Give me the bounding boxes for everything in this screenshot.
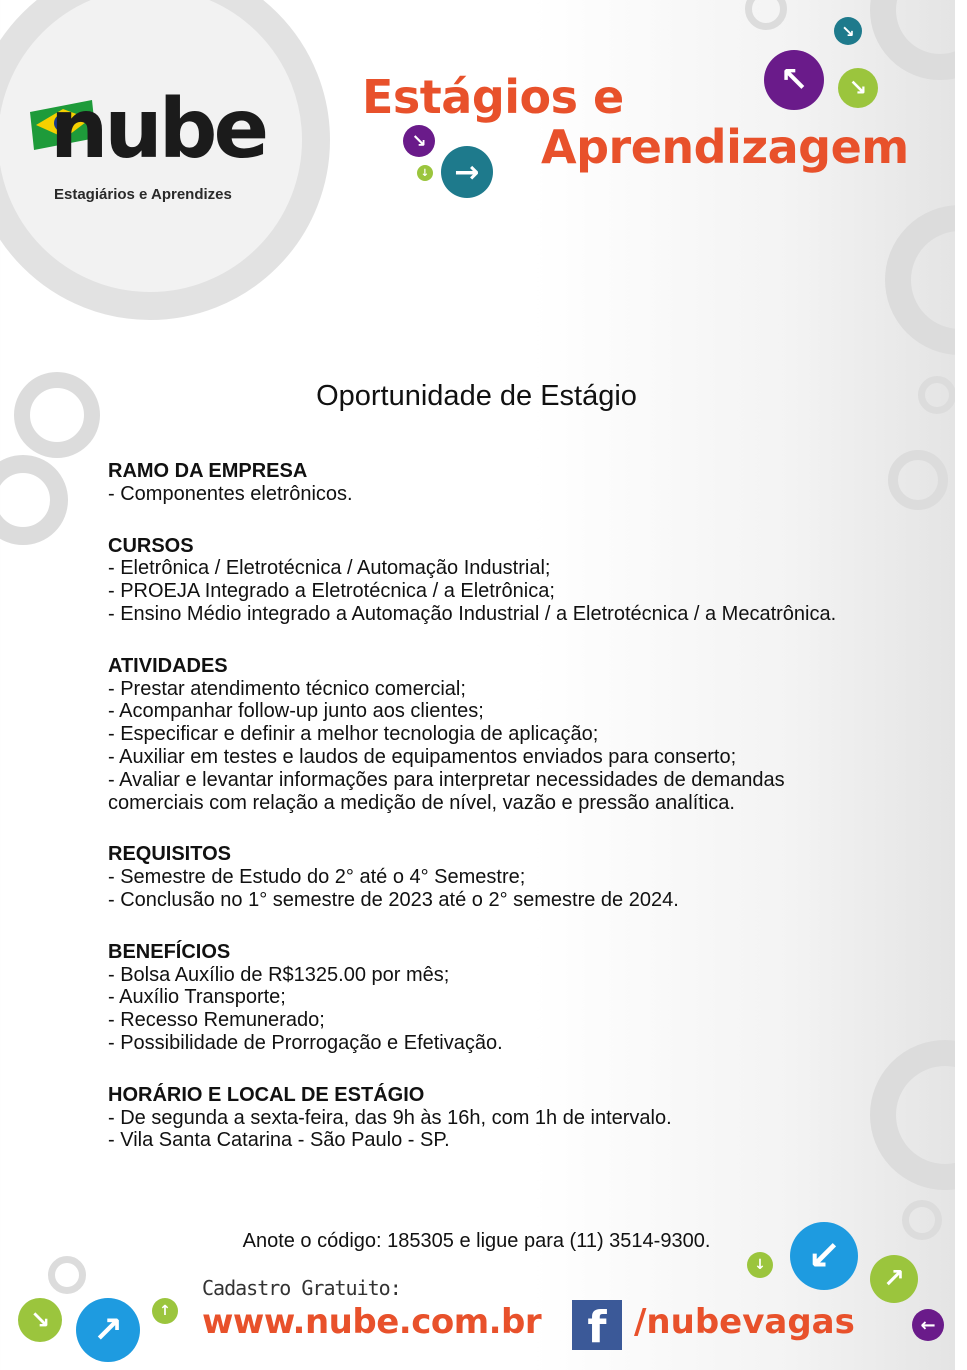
list-item: - Ensino Médio integrado a Automação Industrial / a Eletrotécnica / a Mecatrônica. [108, 602, 837, 625]
arrow-up-right-icon: ↗ [76, 1298, 140, 1362]
section-list [108, 866, 848, 912]
arrow-down-icon: ↓ [417, 165, 433, 181]
decor-ring [48, 1256, 86, 1294]
list-item: - Eletrônica / Eletrotécnica / Automação Industrial; [108, 557, 551, 580]
arrow-up-right-icon: ↗ [870, 1255, 918, 1303]
job-details [108, 460, 848, 1181]
list-item: - PROEJA Integrado a Eletrotécnica / a Eletrônica; [108, 580, 555, 603]
list-item: - De segunda a sexta-feira, das 9h às 16h, com 1h de intervalo. [108, 1106, 672, 1129]
page-title: Oportunidade de Estágio [316, 380, 637, 412]
headline-line-1: Estágios e [362, 70, 624, 124]
section-beneficios [108, 941, 848, 1055]
facebook-icon[interactable]: f [572, 1300, 622, 1350]
list-item: - Avaliar e levantar informações para interpretar necessidades de demandas comerciais com relação a medição de nível, vazão e pressão analítica. [108, 768, 785, 814]
section-heading: REQUISITOS [108, 843, 231, 866]
list-item: - Possibilidade de Prorrogação e Efetivação. [108, 1031, 503, 1054]
section-list [108, 483, 848, 506]
list-item: - Especificar e definir a melhor tecnologia de aplicação; [108, 723, 599, 746]
list-item: - Prestar atendimento técnico comercial; [108, 677, 466, 700]
decor-ring [870, 1040, 967, 1190]
cadastro-label: Cadastro Gratuito: [202, 1276, 401, 1300]
section-list [108, 678, 848, 815]
list-item: - Acompanhar follow-up junto aos clientes; [108, 700, 484, 723]
section-heading: ATIVIDADES [108, 654, 228, 677]
decor-ring [870, 0, 967, 80]
page-edge [955, 0, 967, 1370]
arrow-down-right-icon: ↘ [834, 17, 862, 45]
arrow-down-right-icon: ↘ [18, 1298, 62, 1342]
list-item: - Auxiliar em testes e laudos de equipamentos enviados para conserto; [108, 745, 737, 768]
arrow-up-left-icon: ↖ [764, 50, 824, 110]
decor-ring [745, 0, 787, 30]
facebook-handle-link[interactable]: /nubevagas [634, 1302, 855, 1342]
list-item: - Semestre de Estudo do 2° até o 4° Semestre; [108, 866, 526, 889]
list-item: - Recesso Remunerado; [108, 1009, 325, 1032]
list-item: - Auxílio Transporte; [108, 986, 286, 1009]
section-heading: HORÁRIO E LOCAL DE ESTÁGIO [108, 1083, 425, 1106]
section-list [108, 1107, 848, 1153]
nube-logo [28, 82, 278, 212]
section-list [108, 964, 848, 1055]
logo-tagline: Estagiários e Aprendizes [54, 186, 232, 203]
list-item: - Conclusão no 1° semestre de 2023 até o 2° semestre de 2024. [108, 888, 679, 911]
arrow-left-icon: ← [912, 1309, 944, 1341]
arrow-down-left-icon: ↙ [790, 1222, 858, 1290]
logo-word: nube [50, 82, 266, 177]
list-item: - Componentes eletrônicos. [108, 482, 353, 505]
list-item: - Vila Santa Catarina - São Paulo - SP. [108, 1129, 450, 1152]
arrow-up-icon: ↑ [152, 1298, 178, 1324]
contact-line: Anote o código: 185305 e ligue para (11) 3514-9300. [242, 1230, 711, 1252]
section-cursos [108, 535, 848, 626]
section-heading: CURSOS [108, 534, 194, 557]
list-item: - Bolsa Auxílio de R$1325.00 por mês; [108, 963, 450, 986]
section-ramo [108, 460, 848, 506]
section-atividades [108, 655, 848, 815]
arrow-down-icon: ↓ [747, 1252, 773, 1278]
decor-ring [888, 450, 948, 510]
section-requisitos [108, 843, 848, 911]
section-heading: RAMO DA EMPRESA [108, 460, 308, 482]
section-heading: BENEFÍCIOS [108, 940, 231, 963]
section-list [108, 557, 848, 625]
decor-ring [0, 455, 68, 545]
arrow-down-right-icon: ↘ [838, 68, 878, 108]
headline-line-2: Aprendizagem [541, 120, 909, 174]
section-horario [108, 1084, 848, 1152]
website-link[interactable]: www.nube.com.br [202, 1302, 542, 1342]
arrow-right-icon: → [441, 146, 493, 198]
arrow-down-right-icon: ↘ [403, 125, 435, 157]
